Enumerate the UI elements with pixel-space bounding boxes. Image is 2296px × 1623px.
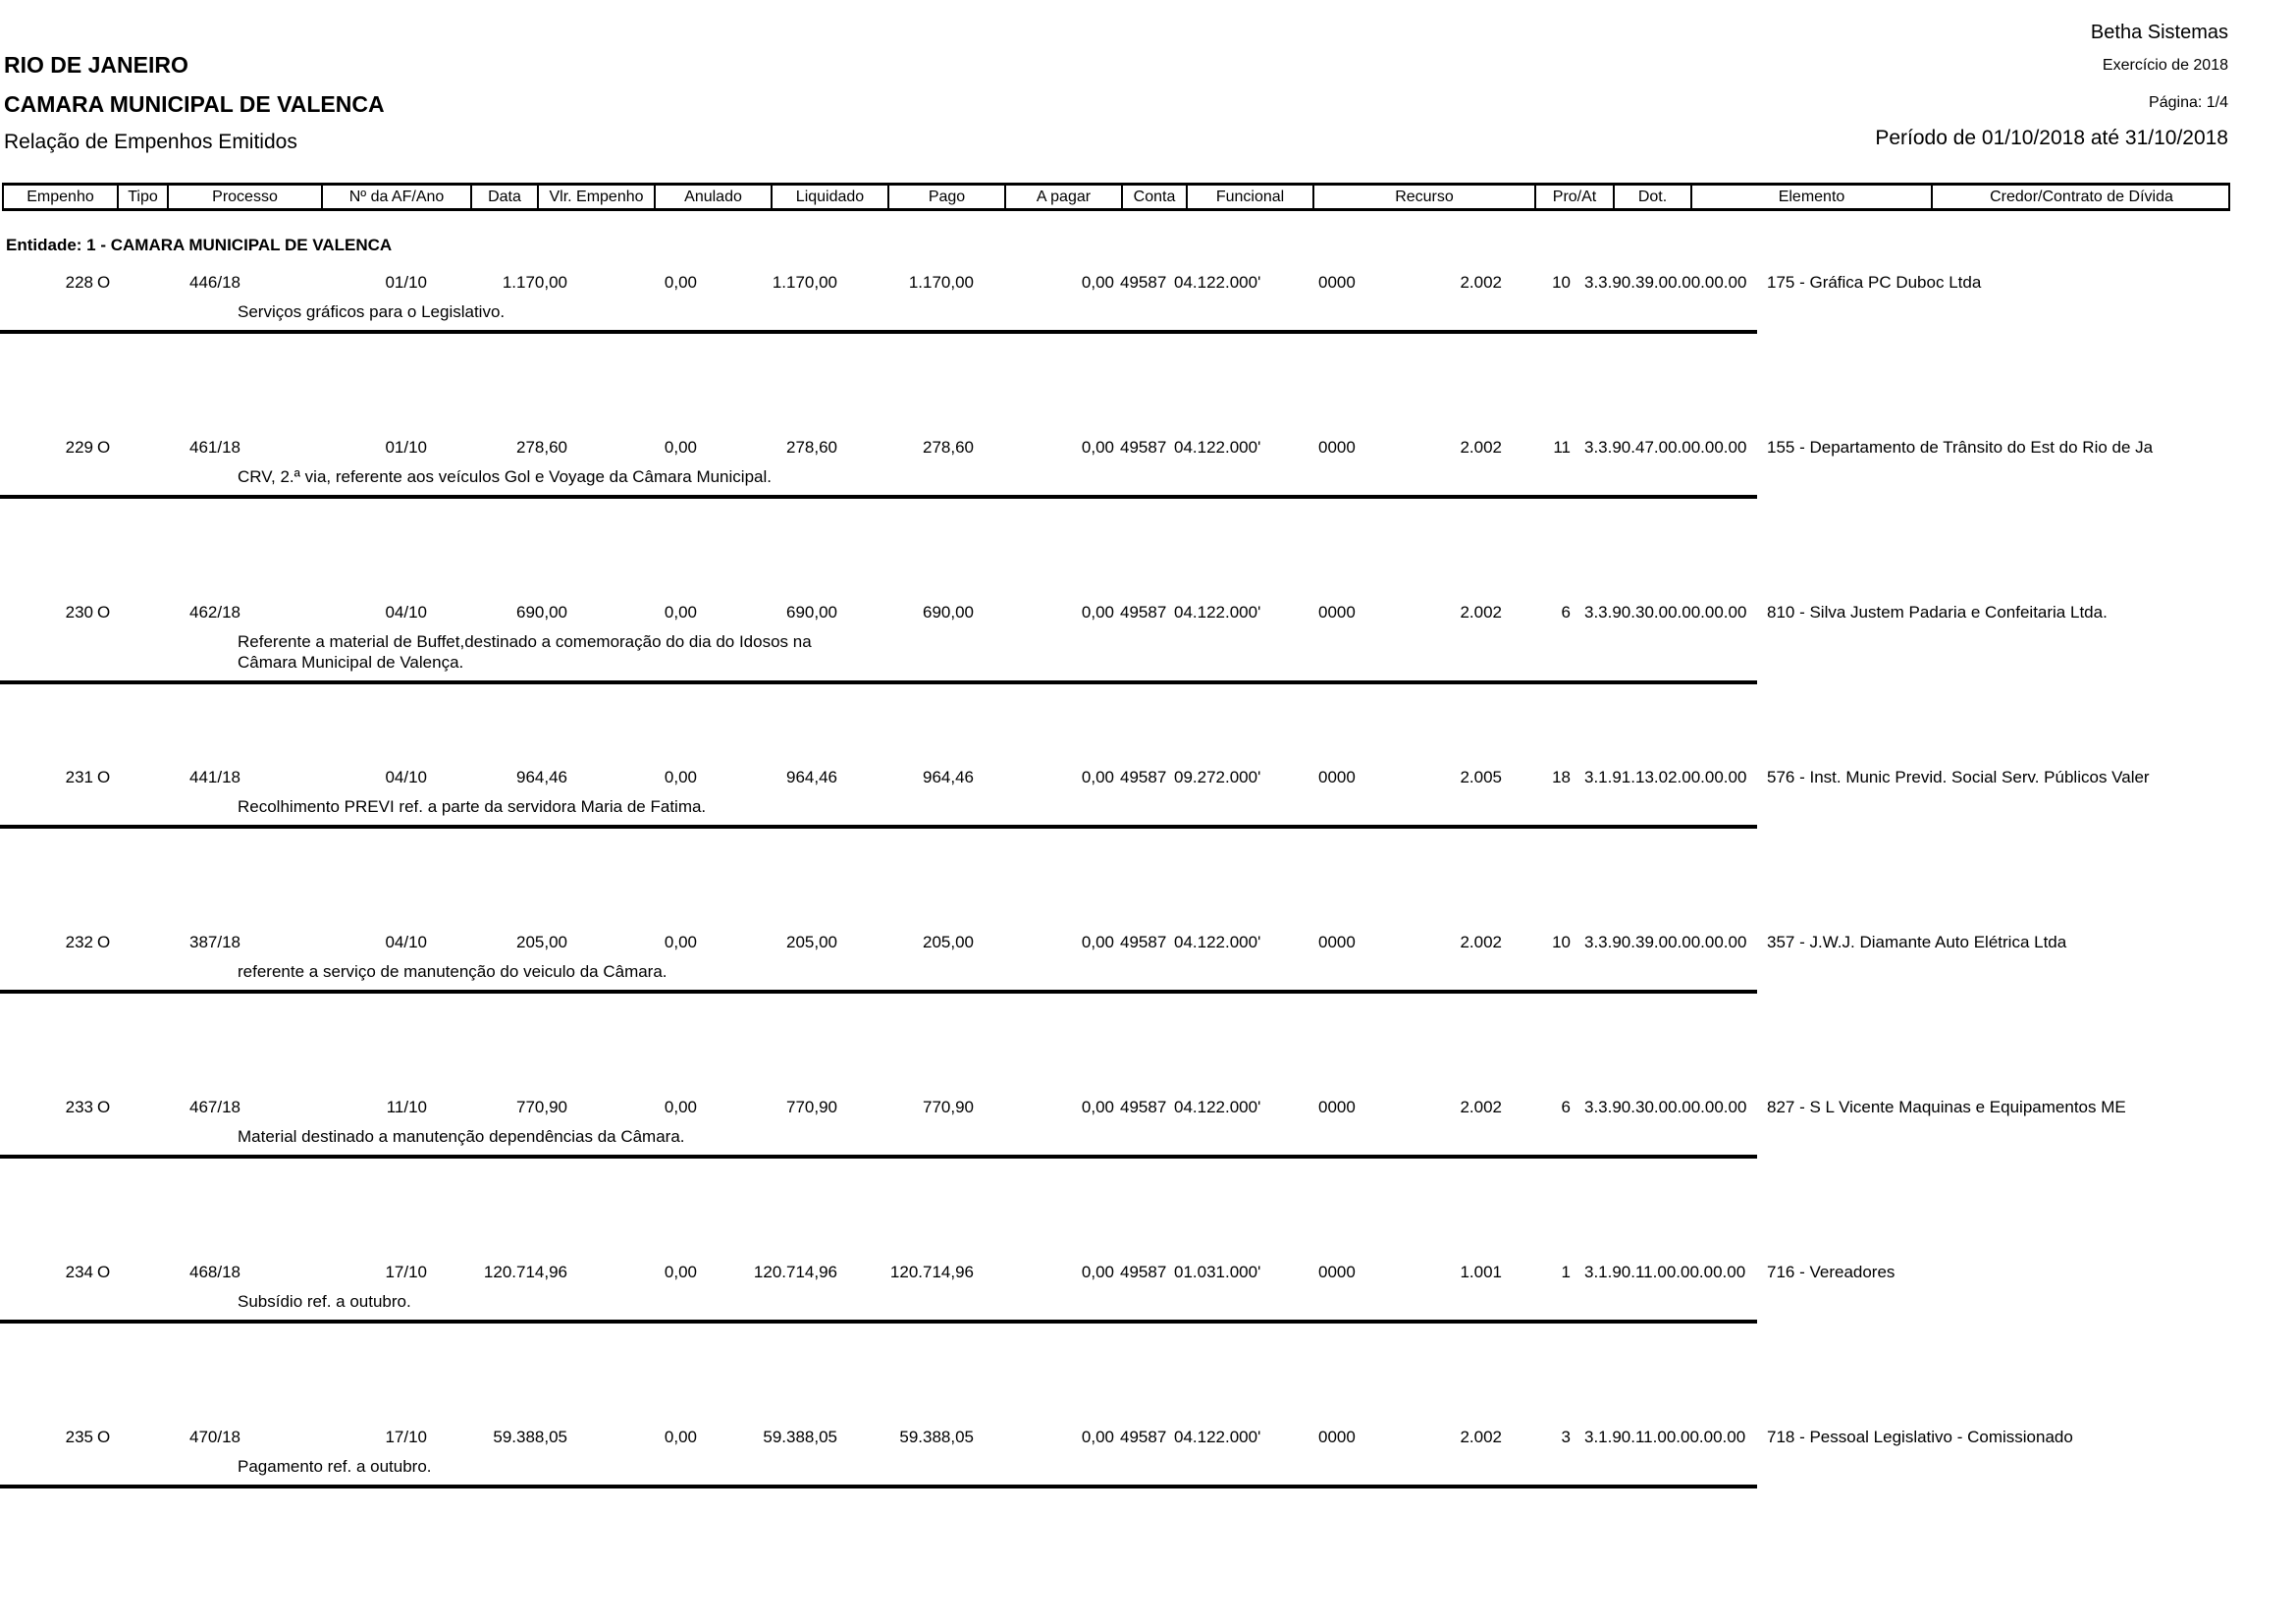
processo-cell: 461/18 xyxy=(189,438,240,457)
record-row xyxy=(0,1263,2296,1282)
record-block xyxy=(0,438,2296,603)
pago-cell: 278,60 xyxy=(923,438,974,457)
dot-cell: 11 xyxy=(1553,438,1571,457)
af-ano-cell xyxy=(240,1098,319,1117)
dot-cell: 18 xyxy=(1552,768,1571,786)
vlr-empenho-cell: 690,00 xyxy=(516,603,567,622)
anulado-cell: 0,00 xyxy=(664,768,697,786)
tipo-cell: O xyxy=(97,1098,111,1116)
dot-cell: 1 xyxy=(1561,1263,1571,1281)
record-block xyxy=(0,1098,2296,1263)
anulado-cell: 0,00 xyxy=(664,1428,697,1446)
conta-cell: 49587 xyxy=(1120,768,1167,786)
column-header: Vlr. Empenho xyxy=(537,186,654,208)
anulado-cell: 0,00 xyxy=(664,438,697,457)
data-cell: 17/10 xyxy=(385,1263,427,1281)
empenho-cell: 235 xyxy=(65,1428,93,1446)
pago-cell: 1.170,00 xyxy=(908,273,974,292)
credor-cell: 810 - Silva Justem Padaria e Confeitaria Ltda. xyxy=(1767,603,2108,622)
liquidado-cell: 278,60 xyxy=(786,438,837,457)
data-cell: 04/10 xyxy=(385,768,427,786)
recurso-cell: 0000 xyxy=(1318,1428,1356,1446)
a-pagar-cell: 0,00 xyxy=(1081,1098,1114,1116)
credor-cell: 175 - Gráfica PC Duboc Ltda xyxy=(1767,273,1982,292)
a-pagar-cell: 0,00 xyxy=(1081,438,1114,457)
column-header: A pagar xyxy=(1004,186,1121,208)
credor-cell: 155 - Departamento de Trânsito do Est do Rio de Ja xyxy=(1767,438,2154,457)
record-row xyxy=(0,933,2296,952)
pro-at-cell: 2.002 xyxy=(1460,1428,1502,1446)
pago-cell: 690,00 xyxy=(923,603,974,622)
vlr-empenho-cell: 120.714,96 xyxy=(483,1263,567,1281)
historico-text: Serviços gráficos para o Legislativo. xyxy=(238,302,506,321)
empenho-cell: 234 xyxy=(65,1263,93,1281)
record-separator xyxy=(0,1155,1757,1159)
pro-at-cell: 1.001 xyxy=(1460,1263,1502,1281)
entity-name: CAMARA MUNICIPAL DE VALENCA xyxy=(4,91,385,117)
anulado-cell: 0,00 xyxy=(664,273,697,292)
liquidado-cell: 964,46 xyxy=(786,768,837,786)
data-cell: 01/10 xyxy=(385,273,427,292)
pro-at-cell: 2.002 xyxy=(1460,603,1502,622)
record-row xyxy=(0,1098,2296,1117)
conta-cell: 49587 xyxy=(1120,603,1167,622)
conta-cell: 49587 xyxy=(1120,1098,1167,1116)
conta-cell: 49587 xyxy=(1120,273,1167,292)
pago-cell: 205,00 xyxy=(923,933,974,951)
vlr-empenho-cell: 1.170,00 xyxy=(502,273,567,292)
anulado-cell: 0,00 xyxy=(664,933,697,951)
credor-cell: 718 - Pessoal Legislativo - Comissionado xyxy=(1767,1428,2073,1446)
af-ano-cell xyxy=(240,603,319,622)
af-ano-cell xyxy=(240,438,319,458)
vlr-empenho-cell: 59.388,05 xyxy=(493,1428,567,1446)
record-block xyxy=(0,768,2296,933)
af-ano-cell xyxy=(240,1428,319,1447)
anulado-cell: 0,00 xyxy=(664,603,697,622)
dot-cell: 10 xyxy=(1552,933,1571,951)
funcional-cell: 04.122.000' xyxy=(1174,1098,1261,1116)
column-header: Recurso xyxy=(1312,186,1534,208)
table-header xyxy=(2,183,2230,211)
pro-at-cell: 2.002 xyxy=(1460,273,1502,292)
recurso-cell: 0000 xyxy=(1318,1098,1356,1116)
record-row xyxy=(0,603,2296,622)
recurso-cell: 0000 xyxy=(1318,438,1356,457)
vlr-empenho-cell: 278,60 xyxy=(516,438,567,457)
tipo-cell: O xyxy=(97,273,111,292)
funcional-cell: 04.122.000' xyxy=(1174,273,1261,292)
recurso-cell: 0000 xyxy=(1318,768,1356,786)
dot-cell: 10 xyxy=(1552,273,1571,292)
vendor-name: Betha Sistemas xyxy=(2090,22,2228,43)
empenho-cell: 228 xyxy=(65,273,93,292)
data-cell: 04/10 xyxy=(385,603,427,622)
dot-cell: 3 xyxy=(1561,1428,1571,1446)
tipo-cell: O xyxy=(97,1428,111,1446)
period-label: Período de 01/10/2018 até 31/10/2018 xyxy=(1875,127,2228,149)
credor-cell: 716 - Vereadores xyxy=(1767,1263,1896,1281)
exercise-label: Exercício de 2018 xyxy=(2102,57,2228,74)
report-header-right xyxy=(1875,18,2228,155)
a-pagar-cell: 0,00 xyxy=(1081,1263,1114,1281)
processo-cell: 467/18 xyxy=(189,1098,240,1116)
record-row xyxy=(0,768,2296,787)
processo-cell: 441/18 xyxy=(189,768,240,786)
elemento-cell: 3.3.90.30.00.00.00.00 xyxy=(1584,1098,1747,1116)
tipo-cell: O xyxy=(97,438,111,457)
record-block xyxy=(0,273,2296,438)
a-pagar-cell: 0,00 xyxy=(1081,1428,1114,1446)
records xyxy=(0,273,2296,1593)
processo-cell: 462/18 xyxy=(189,603,240,622)
liquidado-cell: 205,00 xyxy=(786,933,837,951)
recurso-cell: 0000 xyxy=(1318,603,1356,622)
report-title: Relação de Empenhos Emitidos xyxy=(4,131,297,153)
column-header: Funcional xyxy=(1186,186,1312,208)
elemento-cell: 3.3.90.30.00.00.00.00 xyxy=(1584,603,1747,622)
page-number: Página: 1/4 xyxy=(2149,94,2228,111)
data-cell: 04/10 xyxy=(385,933,427,951)
a-pagar-cell: 0,00 xyxy=(1081,603,1114,622)
elemento-cell: 3.1.91.13.02.00.00.00 xyxy=(1584,768,1747,786)
elemento-cell: 3.3.90.39.00.00.00.00 xyxy=(1584,933,1747,951)
elemento-cell: 3.3.90.47.00.00.00.00 xyxy=(1584,438,1747,457)
column-header: Elemento xyxy=(1690,186,1931,208)
empenho-cell: 233 xyxy=(65,1098,93,1116)
conta-cell: 49587 xyxy=(1120,933,1167,951)
record-block xyxy=(0,603,2296,768)
processo-cell: 446/18 xyxy=(189,273,240,292)
column-header: Nº da AF/Ano xyxy=(321,186,470,208)
record-separator xyxy=(0,1320,1757,1324)
record-block xyxy=(0,1263,2296,1428)
report-header-left xyxy=(4,45,385,161)
liquidado-cell: 120.714,96 xyxy=(753,1263,837,1281)
pago-cell: 770,90 xyxy=(923,1098,974,1116)
tipo-cell: O xyxy=(97,603,111,622)
recurso-cell: 0000 xyxy=(1318,1263,1356,1281)
column-header: Conta xyxy=(1121,186,1186,208)
tipo-cell: O xyxy=(97,933,111,951)
entity-line: Entidade: 1 - CAMARA MUNICIPAL DE VALENCA xyxy=(6,236,393,254)
elemento-cell: 3.1.90.11.00.00.00.00 xyxy=(1584,1263,1746,1281)
anulado-cell: 0,00 xyxy=(664,1098,697,1116)
data-cell: 01/10 xyxy=(385,438,427,457)
record-separator xyxy=(0,330,1757,334)
credor-cell: 357 - J.W.J. Diamante Auto Elétrica Ltda xyxy=(1767,933,2067,951)
dot-cell: 6 xyxy=(1561,1098,1571,1116)
historico-text: Subsídio ref. a outubro. xyxy=(238,1292,411,1311)
record-row xyxy=(0,438,2296,458)
tipo-cell: O xyxy=(97,768,111,786)
data-cell: 17/10 xyxy=(385,1428,427,1446)
credor-cell: 576 - Inst. Munic Previd. Social Serv. Públicos Valer xyxy=(1767,768,2150,786)
column-header: Tipo xyxy=(117,186,167,208)
liquidado-cell: 770,90 xyxy=(786,1098,837,1116)
record-row xyxy=(0,1428,2296,1447)
column-header: Dot. xyxy=(1613,186,1690,208)
column-header: Liquidado xyxy=(771,186,887,208)
pago-cell: 59.388,05 xyxy=(899,1428,974,1446)
a-pagar-cell: 0,00 xyxy=(1081,273,1114,292)
vlr-empenho-cell: 964,46 xyxy=(516,768,567,786)
column-header: Anulado xyxy=(654,186,771,208)
funcional-cell: 04.122.000' xyxy=(1174,438,1261,457)
pro-at-cell: 2.002 xyxy=(1460,1098,1502,1116)
funcional-cell: 01.031.000' xyxy=(1174,1263,1261,1281)
record-row xyxy=(0,273,2296,293)
a-pagar-cell: 0,00 xyxy=(1081,768,1114,786)
pago-cell: 964,46 xyxy=(923,768,974,786)
liquidado-cell: 690,00 xyxy=(786,603,837,622)
vlr-empenho-cell: 205,00 xyxy=(516,933,567,951)
historico-text: Pagamento ref. a outubro. xyxy=(238,1457,432,1476)
vlr-empenho-cell: 770,90 xyxy=(516,1098,567,1116)
pago-cell: 120.714,96 xyxy=(889,1263,974,1281)
elemento-cell: 3.3.90.39.00.00.00.00 xyxy=(1584,273,1747,292)
historico-text: Referente a material de Buffet,destinado a comemoração do dia do Idosos na Câmara Municipal de Valença. xyxy=(238,632,812,672)
af-ano-cell xyxy=(240,933,319,952)
record-block xyxy=(0,933,2296,1098)
column-header: Data xyxy=(470,186,537,208)
column-header: Pago xyxy=(887,186,1004,208)
liquidado-cell: 1.170,00 xyxy=(772,273,837,292)
conta-cell: 49587 xyxy=(1120,1263,1167,1281)
record-separator xyxy=(0,990,1757,994)
anulado-cell: 0,00 xyxy=(664,1263,697,1281)
historico-text: Material destinado a manutenção dependências da Câmara. xyxy=(238,1127,685,1146)
funcional-cell: 04.122.000' xyxy=(1174,933,1261,951)
a-pagar-cell: 0,00 xyxy=(1081,933,1114,951)
record-separator xyxy=(0,1485,1757,1488)
funcional-cell: 04.122.000' xyxy=(1174,1428,1261,1446)
tipo-cell: O xyxy=(97,1263,111,1281)
data-cell: 11/10 xyxy=(386,1098,427,1116)
elemento-cell: 3.1.90.11.00.00.00.00 xyxy=(1584,1428,1746,1446)
empenho-cell: 231 xyxy=(65,768,93,786)
record-block xyxy=(0,1428,2296,1593)
column-header: Processo xyxy=(167,186,321,208)
conta-cell: 49587 xyxy=(1120,438,1167,457)
liquidado-cell: 59.388,05 xyxy=(763,1428,837,1446)
column-header: Credor/Contrato de Dívida xyxy=(1931,186,2230,208)
af-ano-cell xyxy=(240,768,319,787)
empenho-cell: 230 xyxy=(65,603,93,622)
pro-at-cell: 2.005 xyxy=(1460,768,1502,786)
empenho-cell: 232 xyxy=(65,933,93,951)
column-header: Pro/At xyxy=(1534,186,1613,208)
column-header: Empenho xyxy=(2,186,117,208)
af-ano-cell xyxy=(240,1263,319,1282)
dot-cell: 6 xyxy=(1561,603,1571,622)
pro-at-cell: 2.002 xyxy=(1460,438,1502,457)
state-name: RIO DE JANEIRO xyxy=(4,52,188,78)
historico-text: CRV, 2.ª via, referente aos veículos Gol e Voyage da Câmara Municipal. xyxy=(238,467,772,486)
processo-cell: 470/18 xyxy=(189,1428,240,1446)
historico-text: referente a serviço de manutenção do veiculo da Câmara. xyxy=(238,962,667,981)
funcional-cell: 09.272.000' xyxy=(1174,768,1261,786)
credor-cell: 827 - S L Vicente Maquinas e Equipamentos ME xyxy=(1767,1098,2126,1116)
report-header xyxy=(0,0,2296,183)
processo-cell: 468/18 xyxy=(189,1263,240,1281)
conta-cell: 49587 xyxy=(1120,1428,1167,1446)
record-separator xyxy=(0,495,1757,499)
processo-cell: 387/18 xyxy=(189,933,240,951)
pro-at-cell: 2.002 xyxy=(1460,933,1502,951)
funcional-cell: 04.122.000' xyxy=(1174,603,1261,622)
record-separator xyxy=(0,825,1757,829)
historico-text: Recolhimento PREVI ref. a parte da servidora Maria de Fatima. xyxy=(238,797,707,816)
recurso-cell: 0000 xyxy=(1318,273,1356,292)
record-separator xyxy=(0,680,1757,684)
af-ano-cell xyxy=(240,273,319,293)
recurso-cell: 0000 xyxy=(1318,933,1356,951)
empenho-cell: 229 xyxy=(65,438,93,457)
